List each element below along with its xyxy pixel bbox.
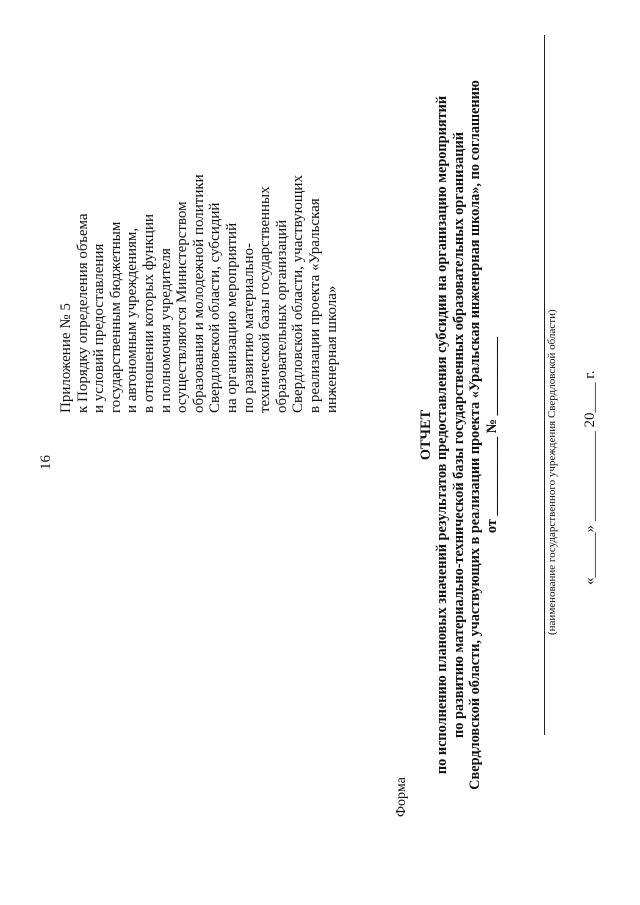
page-number: 16 — [38, 455, 54, 470]
appendix-line: осуществляются Министерством — [174, 201, 191, 413]
report-subtitle-line: по развитию материально-технической базы государственных образовательных организаций — [450, 132, 467, 738]
appendix-header — [58, 41, 340, 413]
report-subtitle-line: Свердловской области, участвующих в реализации проекта «Уральская инженерная школа», по соглашению — [467, 80, 484, 790]
form-label: Форма — [394, 777, 409, 817]
institution-caption: (наименование государственного учреждения Свердловской области) — [546, 309, 558, 635]
appendix-line: и условий предоставления — [91, 243, 108, 413]
agreement-number-line: от ___________ № ___________ — [483, 336, 500, 534]
appendix-line: на организацию мероприятий — [223, 222, 240, 413]
appendix-line: инженерная школа» — [323, 285, 340, 413]
appendix-line: технической базы государственных — [257, 186, 274, 413]
appendix-line: к Порядку определения объема — [74, 213, 91, 413]
appendix-line: в отношении которых функции — [140, 213, 157, 413]
appendix-line: Свердловской области, субсидий — [207, 202, 224, 413]
appendix-line: и полномочия учредителя — [157, 248, 174, 413]
appendix-line: в реализации проекта «Уральская — [306, 198, 323, 413]
report-date-line: «______» ____________ 20____ г. — [582, 370, 598, 585]
appendix-line: Свердловской области, участвующих — [290, 175, 307, 413]
institution-underline — [544, 35, 545, 735]
report-subtitle-line: по исполнению плановых значений результатов предоставления субсидии на организацию мероприятий — [434, 95, 451, 775]
appendix-line: и автономным учреждениям, — [124, 227, 141, 413]
report-title: ОТЧЕТ — [418, 409, 434, 461]
report-title-block — [418, 15, 500, 855]
appendix-line: Приложение № 5 — [58, 303, 74, 413]
appendix-line: государственным бюджетным — [107, 221, 124, 413]
appendix-line: образовательных организаций — [273, 219, 290, 413]
appendix-line: образования и молодежной политики — [190, 174, 207, 413]
appendix-line: по развитию материально- — [240, 242, 257, 413]
